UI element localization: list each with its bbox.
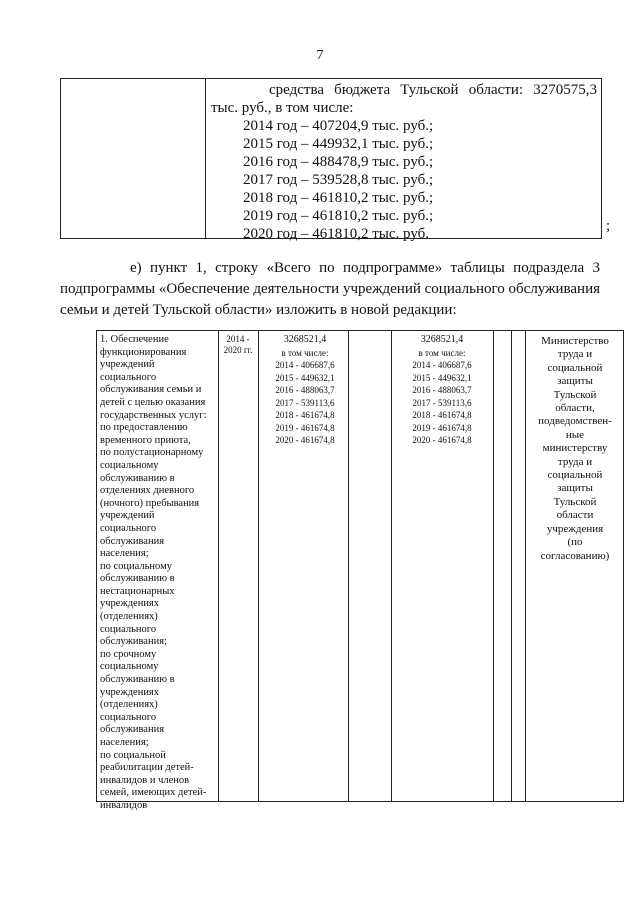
regional-funding-cell xyxy=(397,334,487,447)
activity-name-line: социального xyxy=(100,623,157,635)
executor-line: ные xyxy=(565,428,585,441)
activity-name-line: социального xyxy=(100,371,157,383)
executor-line: министерству xyxy=(542,442,608,455)
page-number: 7 xyxy=(316,48,324,63)
executor-line: Тульской xyxy=(553,495,597,508)
regional-years xyxy=(397,359,487,447)
activity-name-line: учреждениях xyxy=(100,598,160,610)
budget-year-item: 2019 год – 461810,2 тыс. руб.; xyxy=(243,208,434,224)
table-divider xyxy=(205,79,206,238)
activity-name-line: обслуживания; xyxy=(100,636,167,648)
activity-name-line: по срочному xyxy=(100,648,157,660)
total-year-item: 2018 - 461674,8 xyxy=(275,410,335,420)
activity-name-line: учреждениях xyxy=(100,686,160,698)
executor-line: Министерство xyxy=(541,335,609,347)
activity-name-line: населения; xyxy=(100,548,149,560)
executor-line: области xyxy=(556,509,594,522)
activity-name-line: детей с целью оказания xyxy=(100,396,206,408)
activity-name-line: обслуживанию в xyxy=(100,674,175,686)
activity-name-line: государственных услуг: xyxy=(100,409,207,421)
total-year-item: 2015 - 449632,1 xyxy=(275,372,335,383)
budget-cell xyxy=(211,81,597,243)
trailing-semicolon: ; xyxy=(606,218,611,234)
activity-name-line: населения; xyxy=(100,737,149,748)
executor-line: труда и xyxy=(557,348,593,361)
executor-line: труда и xyxy=(557,455,593,468)
activity-name-line: функционирования xyxy=(100,346,187,358)
activity-name-line: социальному xyxy=(100,661,159,673)
total-year-item: 2017 - 539113,6 xyxy=(275,397,335,408)
activity-name-line: социального xyxy=(100,711,157,723)
budget-year-item: 2020 год – 461810,2 тыс. руб. xyxy=(243,226,430,242)
executor-line: защиты xyxy=(557,375,593,388)
activity-name-line: (отделениях) xyxy=(100,699,158,711)
regional-year-item: 2018 - 461674,8 xyxy=(412,410,472,420)
budget-table xyxy=(60,78,602,242)
executor-line: области, xyxy=(555,402,595,415)
regional-year-item: 2015 - 449632,1 xyxy=(412,372,472,383)
activity-name-line: обслуживания семьи и xyxy=(100,384,202,396)
total-label: в том числе: xyxy=(281,347,329,358)
activity-name-line: инвалидов и членов xyxy=(100,774,190,786)
activity-name-line: обслуживанию в xyxy=(100,573,175,585)
activity-name-cell xyxy=(100,334,216,813)
executor-line: социальной xyxy=(547,361,603,374)
executor-line: социальной xyxy=(547,469,603,482)
activity-name-line: социального xyxy=(100,522,157,534)
budget-year-item: 2018 год – 461810,2 тыс. руб.; xyxy=(243,190,434,206)
activity-name-line: нестационарных xyxy=(100,585,175,597)
activity-name-line: обслуживания xyxy=(100,535,165,547)
activity-name-line: по социальной xyxy=(100,749,166,761)
activity-name-line: обслуживанию в xyxy=(100,472,175,484)
budget-years xyxy=(211,117,597,243)
column-divider xyxy=(511,331,512,801)
activity-name-line: инвалидов xyxy=(100,799,148,811)
activity-name-line: 1. Обеспечение xyxy=(100,334,169,345)
executor-line: (по xyxy=(567,536,583,549)
column-divider xyxy=(258,331,259,801)
activity-name-line: семей, имеющих детей- xyxy=(100,787,207,799)
executor-line: согласованию) xyxy=(540,549,610,562)
executor-line: учреждения xyxy=(546,522,604,535)
activity-name-line: учреждений xyxy=(100,510,155,522)
budget-year-item: 2017 год – 539528,8 тыс. руб.; xyxy=(243,172,434,188)
activity-name-line: (отделениях) xyxy=(100,611,158,623)
program-table xyxy=(96,330,624,811)
regional-year-item: 2014 - 406687,6 xyxy=(412,360,472,370)
column-divider xyxy=(218,331,219,801)
total-year-item: 2019 - 461674,8 xyxy=(275,422,335,433)
executor-cell xyxy=(531,335,619,563)
regional-year-item: 2019 - 461674,8 xyxy=(412,422,472,433)
activity-name-line: социальному xyxy=(100,459,159,471)
budget-year-item: 2014 год – 407204,9 тыс. руб.; xyxy=(243,118,434,134)
executor-line: подведомствен- xyxy=(538,415,612,428)
budget-year-item: 2016 год – 488478,9 тыс. руб.; xyxy=(243,154,434,170)
executor-line: защиты xyxy=(557,482,593,495)
regional-year-item: 2020 - 461674,8 xyxy=(412,435,472,445)
total-year-item: 2020 - 461674,8 xyxy=(275,435,335,445)
activity-name-line: по полустационарному xyxy=(100,447,204,459)
activity-name-line: отделениях дневного xyxy=(100,485,195,497)
column-divider xyxy=(391,331,392,801)
activity-name-line: по социальному xyxy=(100,560,172,572)
regional-year-item: 2016 - 488063,7 xyxy=(412,385,472,395)
total-funding-cell xyxy=(260,334,350,447)
activity-name-line: временного приюта, xyxy=(100,434,191,446)
amendment-paragraph: е) пункт 1, строку «Всего по подпрограмме» таблицы подраздела 3 подпрограммы «Обеспечение деятельности учреждений социального обслуживания семьи и детей Тульской области» изложить в новой редакции: xyxy=(60,260,600,318)
total-amount: 3268521,4 xyxy=(283,334,327,345)
budget-intro: средства бюджета Тульской области: 3270575,3 тыс. руб., в том числе: xyxy=(211,82,597,116)
column-divider xyxy=(525,331,526,801)
period-cell: 2014 - 2020 гг. xyxy=(223,334,253,355)
total-year-item: 2014 - 406687,6 xyxy=(275,360,335,370)
column-divider xyxy=(493,331,494,801)
activity-name-line: обслуживания xyxy=(100,724,165,736)
total-years xyxy=(260,359,350,447)
activity-name-line: по предоставлению xyxy=(100,422,188,434)
regional-amount: 3268521,4 xyxy=(420,334,464,345)
executor-line: Тульской xyxy=(553,388,597,401)
regional-year-item: 2017 - 539113,6 xyxy=(412,397,472,408)
budget-year-item: 2015 год – 449932,1 тыс. руб.; xyxy=(243,136,434,152)
activity-name-line: учреждений xyxy=(100,359,155,371)
activity-name-line: (ночного) пребывания xyxy=(100,497,200,509)
activity-name-line: реабилитации детей- xyxy=(100,762,194,774)
total-year-item: 2016 - 488063,7 xyxy=(275,385,335,395)
regional-label: в том числе: xyxy=(418,347,466,358)
